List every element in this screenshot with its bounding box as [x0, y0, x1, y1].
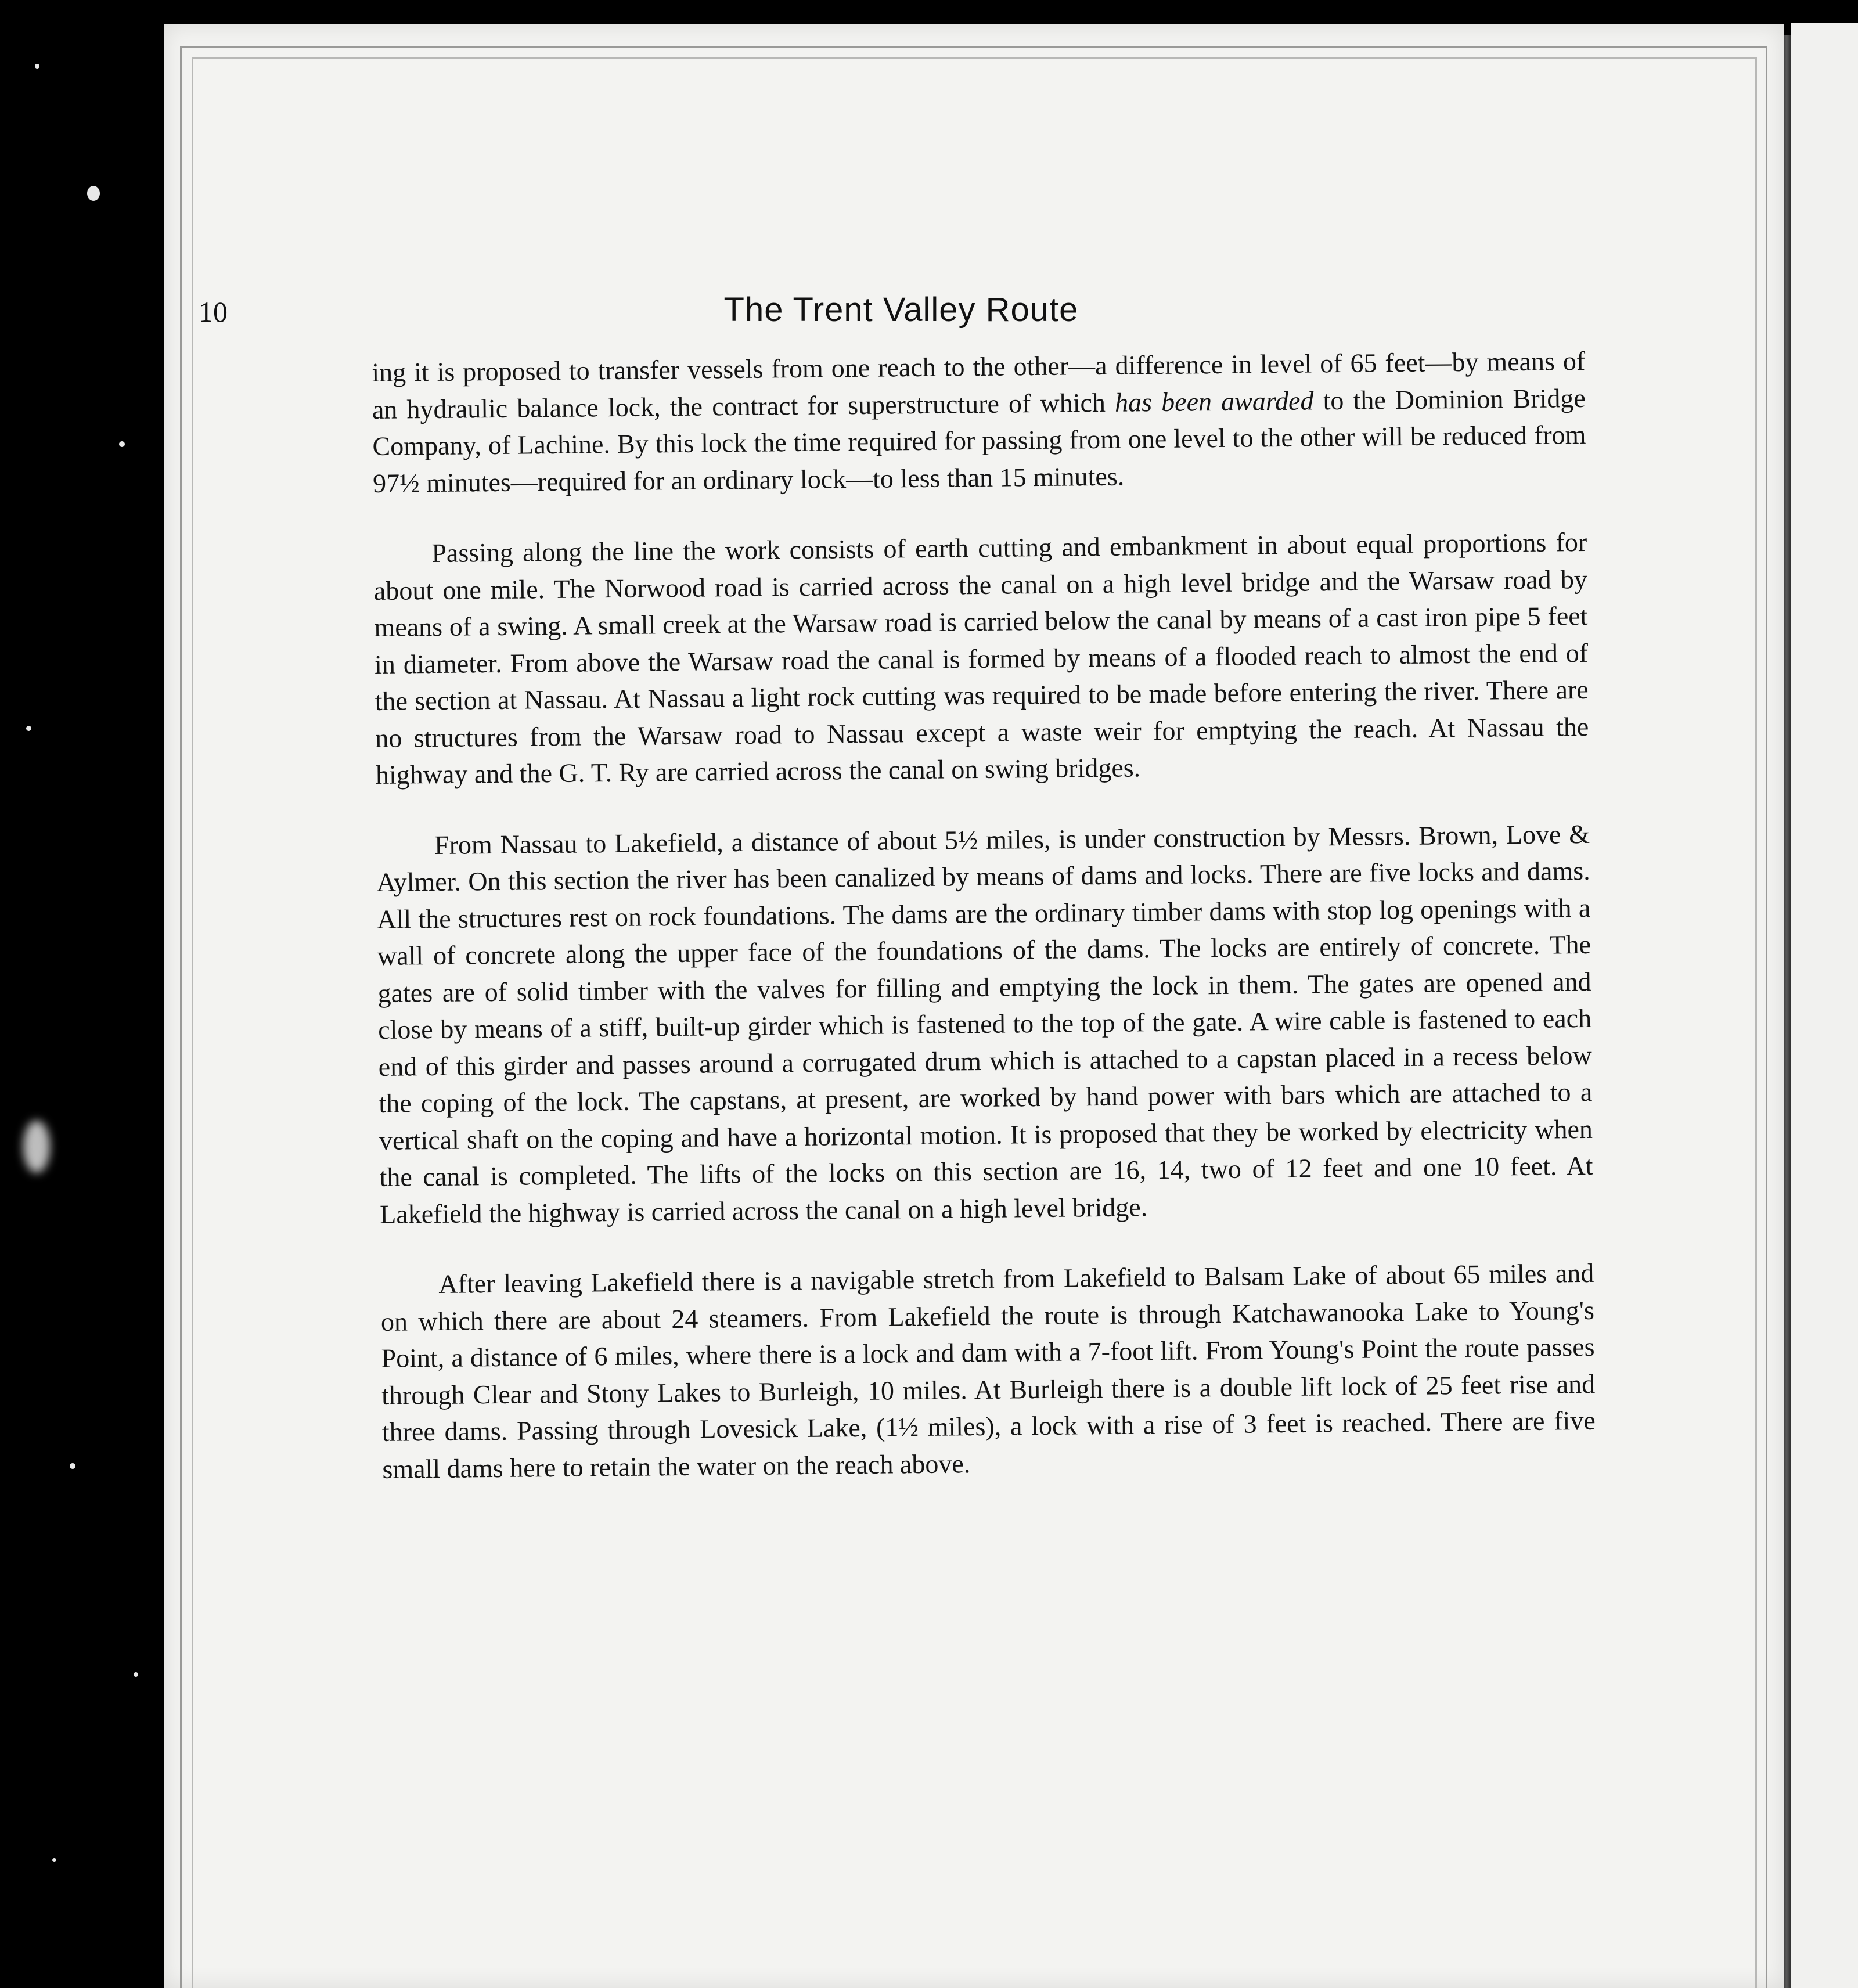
paragraph-text: to the Dominion Bridge Company, of Lachine. By this lock the time required for passing from one level to the other will be reduced from 97½ minutes—required for an ordinary lock—to less than 15 minutes.	[372, 383, 1586, 498]
paragraph-text: ing it is proposed to transfer vessels from one reach to the other—a difference in level of 65 feet—by means of an hydraulic balance lock, the contract for superstructure of which	[372, 345, 1586, 424]
dust-speck	[70, 1463, 75, 1469]
dust-speck	[119, 441, 125, 447]
dust-speck	[87, 186, 100, 201]
paragraph-text: After leaving Lakefield there is a navigable stretch from Lakefield to Balsam Lake of about 65 miles and on which there are about 24 steamers. From Lakefield the route is through Katchawanooka Lake to Young's Point, a distance of 6 miles, where there is a lock and dam with a 7-foot lift. From Young's Point the route passes through Clear and Stony Lakes to Burleigh, 10 miles. At Burleigh there is a double lift lock of 25 feet rise and three dams. Passing through Lovesick Lake, (1½ miles), a lock with a rise of 3 feet is reached. There are five small dams here to retain the water on the reach above.	[380, 1258, 1596, 1484]
dust-speck	[23, 1121, 50, 1173]
running-head	[199, 290, 1604, 337]
paragraph	[380, 1255, 1596, 1488]
running-title: The Trent Valley Route	[723, 291, 1079, 329]
paragraph	[372, 343, 1586, 502]
body-text	[372, 343, 1596, 1521]
dust-speck	[52, 1858, 56, 1862]
paragraph-text: From Nassau to Lakefield, a distance of about 5½ miles, is under construction by Messrs. Brown, Love & Aylmer. On this section the river has been canalized by means of dams and locks. There are five locks and dams. All the structures rest on rock foundations. The dams are the ordinary timber dams with stop log openings with a wall of concrete along the upper face of the foundations of the dams. The locks are entirely of concrete. The gates are of solid timber with the valves for filling and emptying the lock in them. The gates are opened and close by means of a stiff, built-up girder which is fastened to the top of the gate. A wire cable is fastened to each end of this girder and passes around a corrugated drum which is attached to a capstan placed in a recess below the coping of the lock. The capstans, at present, are worked by hand power with bars which are attached to a vertical shaft on the coping and have a horizontal motion. It is proposed that they be worked by electricity when the canal is completed. The lifts of the locks on this section are 16, 14, two of 12 feet and one 10 feet. At Lakefield the highway is carried across the canal on a high level bridge.	[376, 819, 1593, 1229]
adjacent-page-edge	[1791, 23, 1858, 1988]
paragraph-text: Passing along the line the work consists of earth cutting and embankment in about equal proportions for about one mile. The Norwood road is carried across the canal on a high level bridge and the Warsaw road by means of a swing. A small creek at the Warsaw road is carried below the canal by means of a cast iron pipe 5 feet in diameter. From above the Warsaw road the canal is formed by means of a flooded reach to almost the end of the section at Nassau. At Nassau a light rock cutting was required to be made before entering the river. There are no structures from the Warsaw road to Nassau except a waste weir for emptying the reach. At Nassau the highway and the G. T. Ry are carried across the canal on swing bridges.	[373, 527, 1589, 790]
paragraph	[376, 815, 1594, 1233]
dust-speck	[35, 64, 39, 69]
dust-speck	[134, 1672, 138, 1677]
dust-speck	[26, 726, 31, 731]
paragraph	[373, 524, 1589, 794]
page-number: 10	[199, 296, 228, 328]
italic-phrase: has been awarded	[1114, 385, 1314, 417]
